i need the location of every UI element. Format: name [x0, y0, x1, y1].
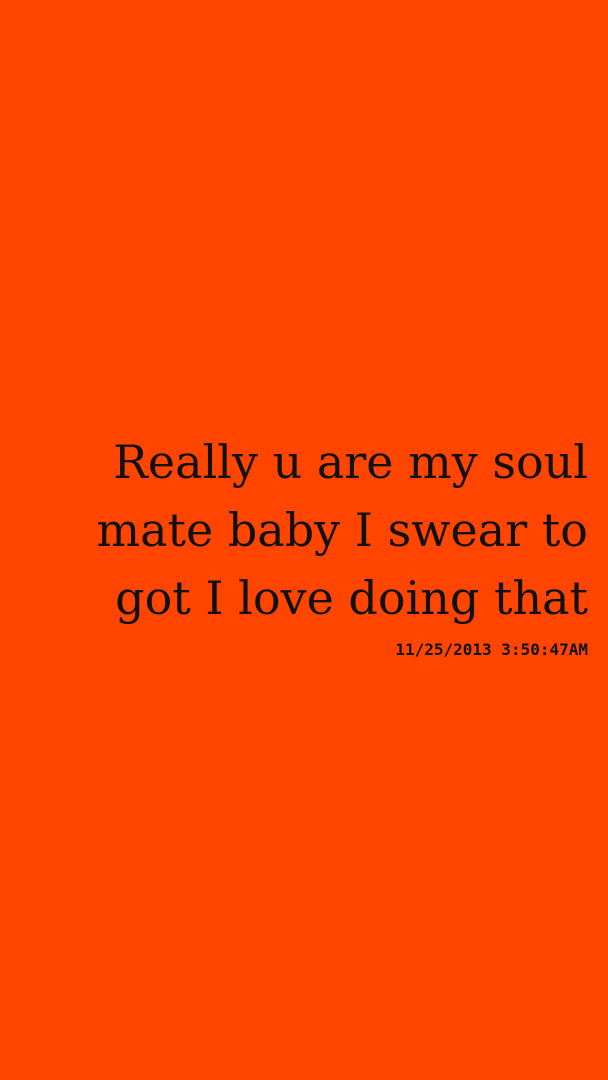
quote-line-2: mate baby I swear to	[96, 503, 588, 557]
quote-line-1: Really u are my soul	[113, 435, 588, 489]
quote-block	[48, 428, 588, 660]
message-timestamp: 11/25/2013 3:50:47AM	[395, 640, 588, 659]
quote-text	[48, 428, 588, 632]
quote-line-3: got I love doing that	[115, 571, 588, 625]
